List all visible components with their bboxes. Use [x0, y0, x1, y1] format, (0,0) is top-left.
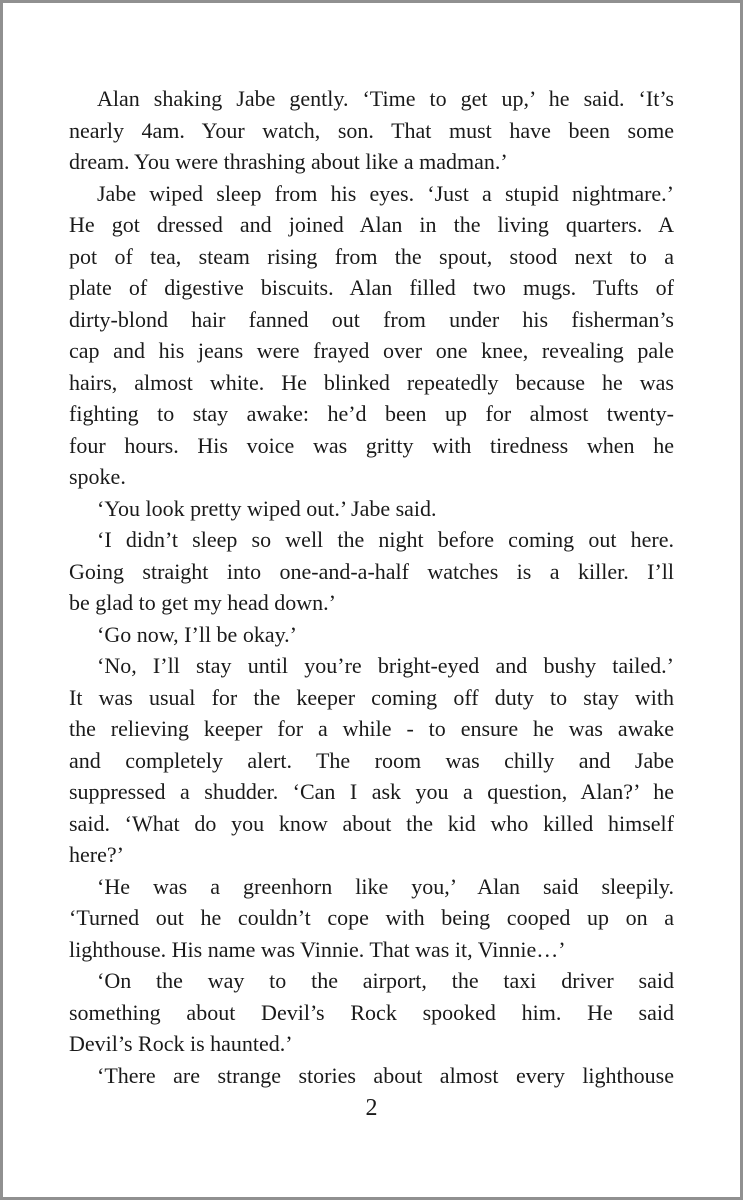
text-line: dirty-blond hair fanned out from under his fisherman’s: [69, 306, 674, 332]
text-line: said. ‘What do you know about the kid who killed himself: [69, 810, 674, 836]
text-line: He got dressed and joined Alan in the living quarters. A: [69, 212, 674, 237]
text-line: here?’: [69, 842, 124, 867]
text-line: Going straight into one-and-a-half watches is a killer. I’ll: [69, 558, 674, 584]
text-line: plate of digestive biscuits. Alan filled two mugs. Tufts of: [69, 275, 674, 300]
text-line: ‘There are strange stories about almost every lighthouse: [97, 1062, 674, 1088]
text-line: ‘Go now, I’ll be okay.’: [97, 621, 297, 647]
text-line: Devil’s Rock is haunted.’: [69, 1031, 293, 1056]
text-line: ‘I didn’t sleep so well the night before coming out here.: [97, 527, 674, 552]
text-line: and completely alert. The room was chilly and Jabe: [69, 747, 674, 773]
text-line: be glad to get my head down.’: [69, 590, 336, 615]
text-line: ‘No, I’ll stay until you’re bright-eyed and bushy tailed.’: [97, 653, 674, 678]
page-number: 2: [365, 1095, 378, 1121]
text-line: ‘You look pretty wiped out.’ Jabe said.: [97, 495, 437, 521]
text-line: fighting to stay awake: he’d been up for almost twenty-: [69, 401, 674, 426]
text-line: the relieving keeper for a while - to ensure he was awake: [69, 716, 674, 741]
text-line: hairs, almost white. He blinked repeatedly because he was: [69, 369, 674, 395]
text-line: pot of tea, steam rising from the spout, stood next to a: [69, 243, 674, 269]
text-line: Jabe wiped sleep from his eyes. ‘Just a stupid nightmare.’: [97, 180, 674, 206]
text-line: dream. You were thrashing about like a madman.’: [69, 149, 508, 174]
text-line: ‘On the way to the airport, the taxi driver said: [97, 968, 674, 993]
text-line: lighthouse. His name was Vinnie. That was it, Vinnie…’: [69, 936, 566, 962]
text-line: ‘He was a greenhorn like you,’ Alan said sleepily.: [97, 873, 674, 899]
text-line: Alan shaking Jabe gently. ‘Time to get up,’ he said. ‘It’s: [97, 86, 674, 111]
text-line: ‘Turned out he couldn’t cope with being cooped up on a: [69, 905, 674, 930]
text-line: something about Devil’s Rock spooked him. He said: [69, 999, 674, 1025]
text-line: cap and his jeans were frayed over one knee, revealing pale: [69, 338, 674, 363]
text-line: It was usual for the keeper coming off duty to stay with: [69, 684, 674, 710]
text-line: spoke.: [69, 464, 126, 489]
page-text: [69, 83, 674, 1091]
text-line: suppressed a shudder. ‘Can I ask you a question, Alan?’ he: [69, 779, 674, 804]
text-line: four hours. His voice was gritty with tiredness when he: [69, 432, 674, 458]
text-line: nearly 4am. Your watch, son. That must have been some: [69, 117, 674, 143]
